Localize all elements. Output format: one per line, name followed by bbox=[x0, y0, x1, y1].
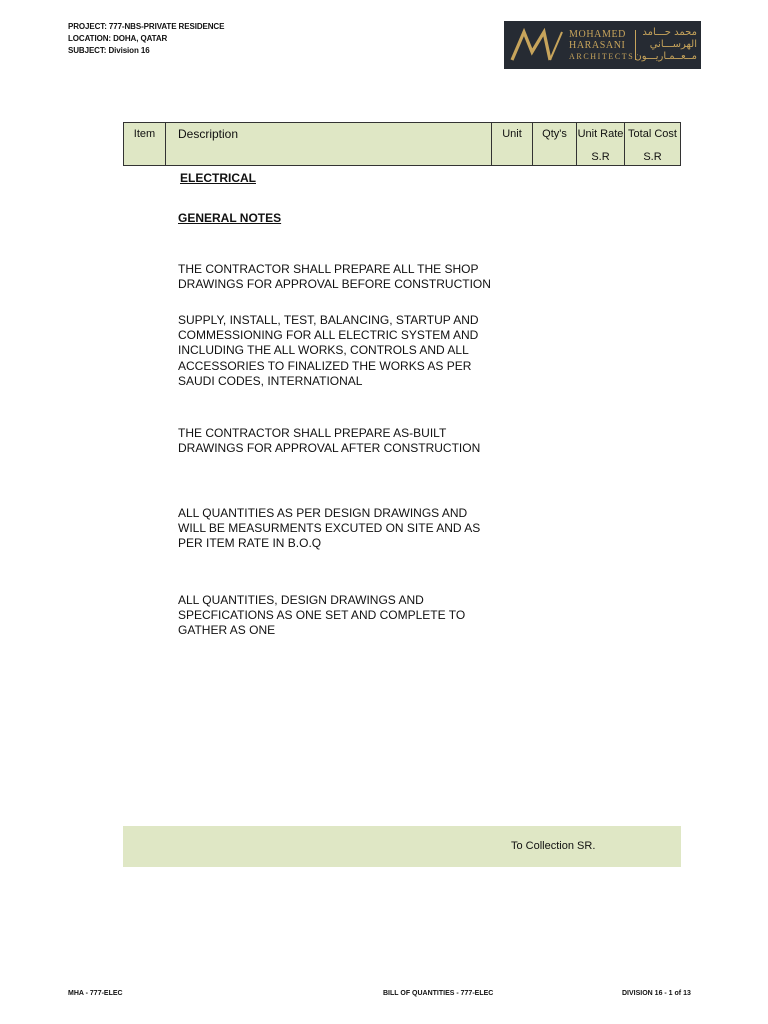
note-line: ALL QUANTITIES, DESIGN DRAWINGS AND bbox=[178, 593, 424, 607]
logo-arabic-line3: مــعــمـاريـــون bbox=[634, 51, 697, 62]
column-description bbox=[166, 123, 492, 165]
note-line: THE CONTRACTOR SHALL PREPARE ALL THE SHOP bbox=[178, 262, 479, 276]
note-line: INCLUDING THE ALL WORKS, CONTROLS AND ALL bbox=[178, 343, 469, 358]
logo-name-line3: ARCHITECTS bbox=[569, 52, 635, 61]
column-unit-label: Unit bbox=[502, 128, 522, 140]
footer-center: BILL OF QUANTITIES - 777-ELEC bbox=[383, 990, 494, 997]
column-qty bbox=[533, 123, 577, 165]
column-unit-rate-label: Unit Rate bbox=[577, 128, 624, 140]
column-unit-rate bbox=[577, 123, 625, 165]
column-total-cost-label: Total Cost bbox=[628, 128, 677, 140]
note-as-built bbox=[178, 426, 480, 456]
note-shop-drawings bbox=[178, 262, 491, 292]
logo-name-line2: HARASANI bbox=[569, 40, 626, 51]
logo-arabic-name bbox=[634, 27, 697, 63]
collection-bar bbox=[123, 826, 681, 867]
logo-arabic-line1: محمد حـــامد bbox=[642, 27, 697, 38]
project-line: PROJECT: 777-NBS-PRIVATE RESIDENCE bbox=[68, 22, 225, 31]
note-line: DRAWINGS FOR APPROVAL AFTER CONSTRUCTION bbox=[178, 441, 481, 456]
collection-label: To Collection SR. bbox=[511, 840, 596, 852]
column-qty-label: Qty's bbox=[542, 128, 567, 140]
note-line: SPECFICATIONS AS ONE SET AND COMPLETE TO bbox=[178, 608, 466, 623]
firm-logo bbox=[504, 21, 701, 69]
column-total-cost-currency: S.R bbox=[643, 151, 662, 163]
column-description-label: Description bbox=[178, 127, 239, 141]
note-line: GATHER AS ONE bbox=[178, 623, 276, 638]
note-line: SAUDI CODES, INTERNATIONAL bbox=[178, 373, 363, 388]
logo-monogram-icon bbox=[510, 28, 564, 62]
note-line: WILL BE MEASURMENTS EXCUTED ON SITE AND AS bbox=[178, 521, 481, 536]
column-item bbox=[124, 123, 166, 165]
note-line: ALL QUANTITIES AS PER DESIGN DRAWINGS AND bbox=[178, 506, 468, 520]
note-quantities bbox=[178, 506, 480, 552]
footer-page-number: DIVISION 16 - 1 of 13 bbox=[622, 990, 691, 997]
boq-table-header bbox=[123, 122, 681, 166]
project-meta bbox=[68, 21, 224, 57]
subject-line: SUBJECT: Division 16 bbox=[68, 46, 150, 55]
logo-english-name bbox=[569, 29, 634, 62]
note-complete-set bbox=[178, 593, 465, 639]
note-line: SUPPLY, INSTALL, TEST, BALANCING, STARTUP AND bbox=[178, 313, 479, 327]
note-line: THE CONTRACTOR SHALL PREPARE AS-BUILT bbox=[178, 426, 447, 440]
column-unit-rate-currency: S.R bbox=[591, 151, 610, 163]
note-line: COMMESSIONING FOR ALL ELECTRIC SYSTEM AND bbox=[178, 328, 479, 343]
column-item-label: Item bbox=[133, 128, 156, 140]
section-title: ELECTRICAL bbox=[180, 171, 256, 185]
subsection-title: GENERAL NOTES bbox=[178, 211, 282, 225]
column-total-cost bbox=[625, 123, 680, 165]
note-line: ACCESSORIES TO FINALIZED THE WORKS AS PER bbox=[178, 358, 472, 373]
column-unit bbox=[492, 123, 533, 165]
location-line: LOCATION: DOHA, QATAR bbox=[68, 34, 168, 43]
note-supply-install bbox=[178, 313, 479, 389]
logo-name-line1: MOHAMED bbox=[569, 29, 626, 40]
note-line: PER ITEM RATE IN B.O.Q bbox=[178, 536, 322, 551]
logo-arabic-line2: الهرســـاني bbox=[649, 39, 697, 50]
note-line: DRAWINGS FOR APPROVAL BEFORE CONSTRUCTION bbox=[178, 277, 491, 292]
footer-left: MHA - 777-ELEC bbox=[68, 990, 123, 997]
